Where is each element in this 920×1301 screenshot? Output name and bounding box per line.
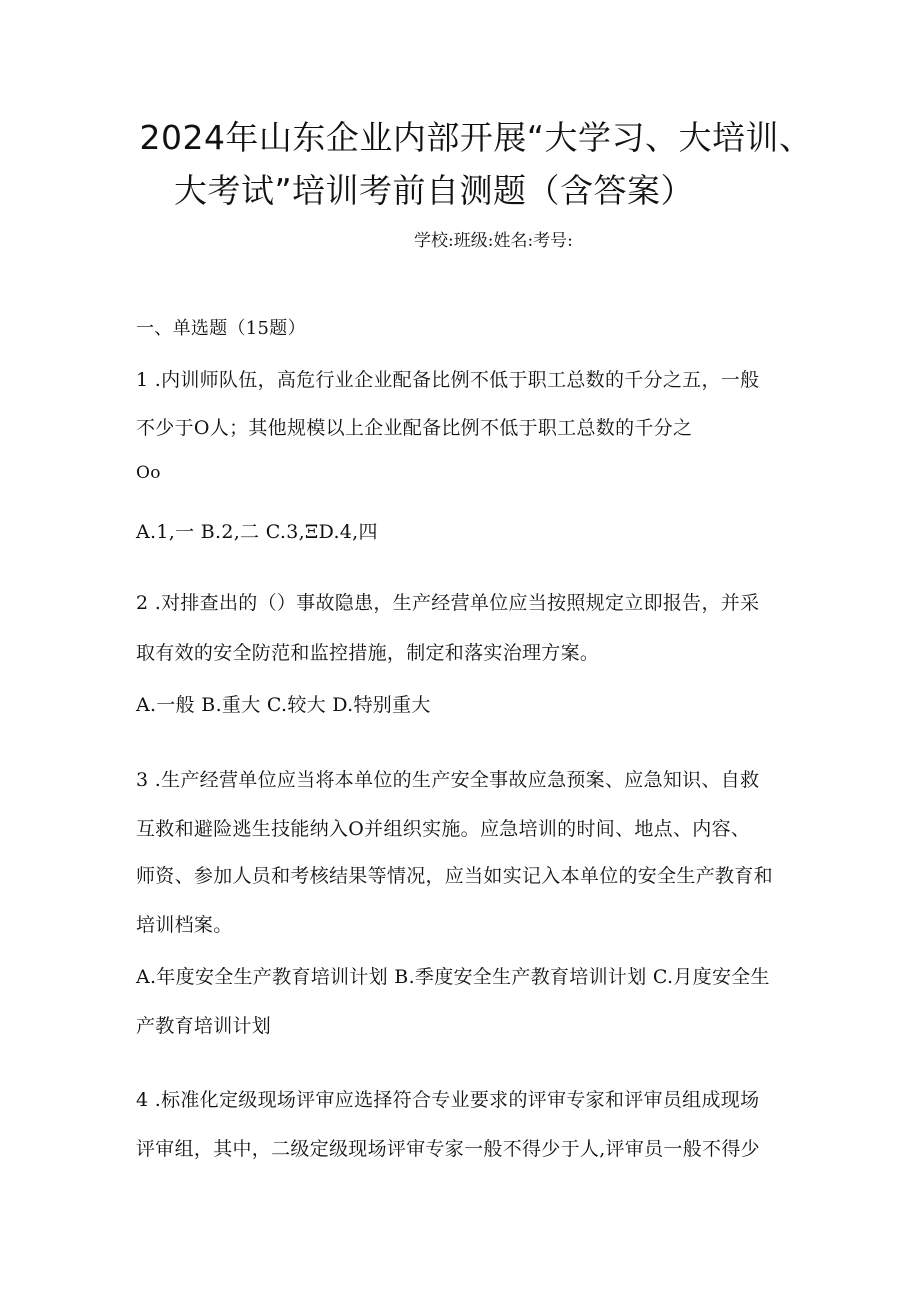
question-3-line-2: 互救和避险逃生技能纳入O并组织实施。应急培训的时间、地点、内容、: [136, 818, 751, 840]
question-1-line-2: 不少于O人；其他规模以上企业配备比例不低于职工总数的千分之: [136, 417, 693, 439]
question-2-line-2: 取有效的安全防范和监控措施，制定和落实治理方案。: [136, 642, 600, 664]
question-3-options-line-1: A.年度安全生产教育培训计划 B.季度安全生产教育培训计划 C.月度安全生: [136, 966, 770, 988]
question-1-options: A.1,一 B.2,二 C.3,ΞD.4,四: [136, 521, 378, 543]
question-4-line-2: 评审组，其中，二级定级现场评审专家一般不得少于人,评审员一般不得少: [136, 1138, 760, 1160]
section-heading: 一、单选题（15题）: [136, 318, 306, 339]
question-3-line-4: 培训档案。: [136, 914, 233, 936]
student-info-fields: 学校:班级:姓名:考号:: [414, 231, 573, 251]
question-1-line-3: Oo: [136, 463, 161, 483]
question-4-line-1: 4 .标准化定级现场评审应选择符合专业要求的评审专家和评审员组成现场: [136, 1089, 760, 1111]
question-1-line-1: 1 .内训师队伍，高危行业企业配备比例不低于职工总数的千分之五，一般: [136, 369, 760, 391]
question-3-line-1: 3 .生产经营单位应当将本单位的生产安全事故应急预案、应急知识、自救: [136, 769, 760, 791]
question-2-options: A.一般 B.重大 C.较大 D.特别重大: [136, 694, 431, 716]
question-2-line-1: 2 .对排查出的（）事故隐患，生产经营单位应当按照规定立即报告，并采: [136, 592, 760, 614]
document-title-line-1: 2024年山东企业内部开展“大学习、大培训、: [139, 118, 813, 157]
document-title-line-2: 大考试”培训考前自测题（含答案）: [173, 171, 695, 210]
question-3-options-line-2: 产教育培训计划: [136, 1015, 272, 1037]
question-3-line-3: 师资、参加人员和考核结果等情况，应当如实记入本单位的安全生产教育和: [136, 865, 773, 887]
